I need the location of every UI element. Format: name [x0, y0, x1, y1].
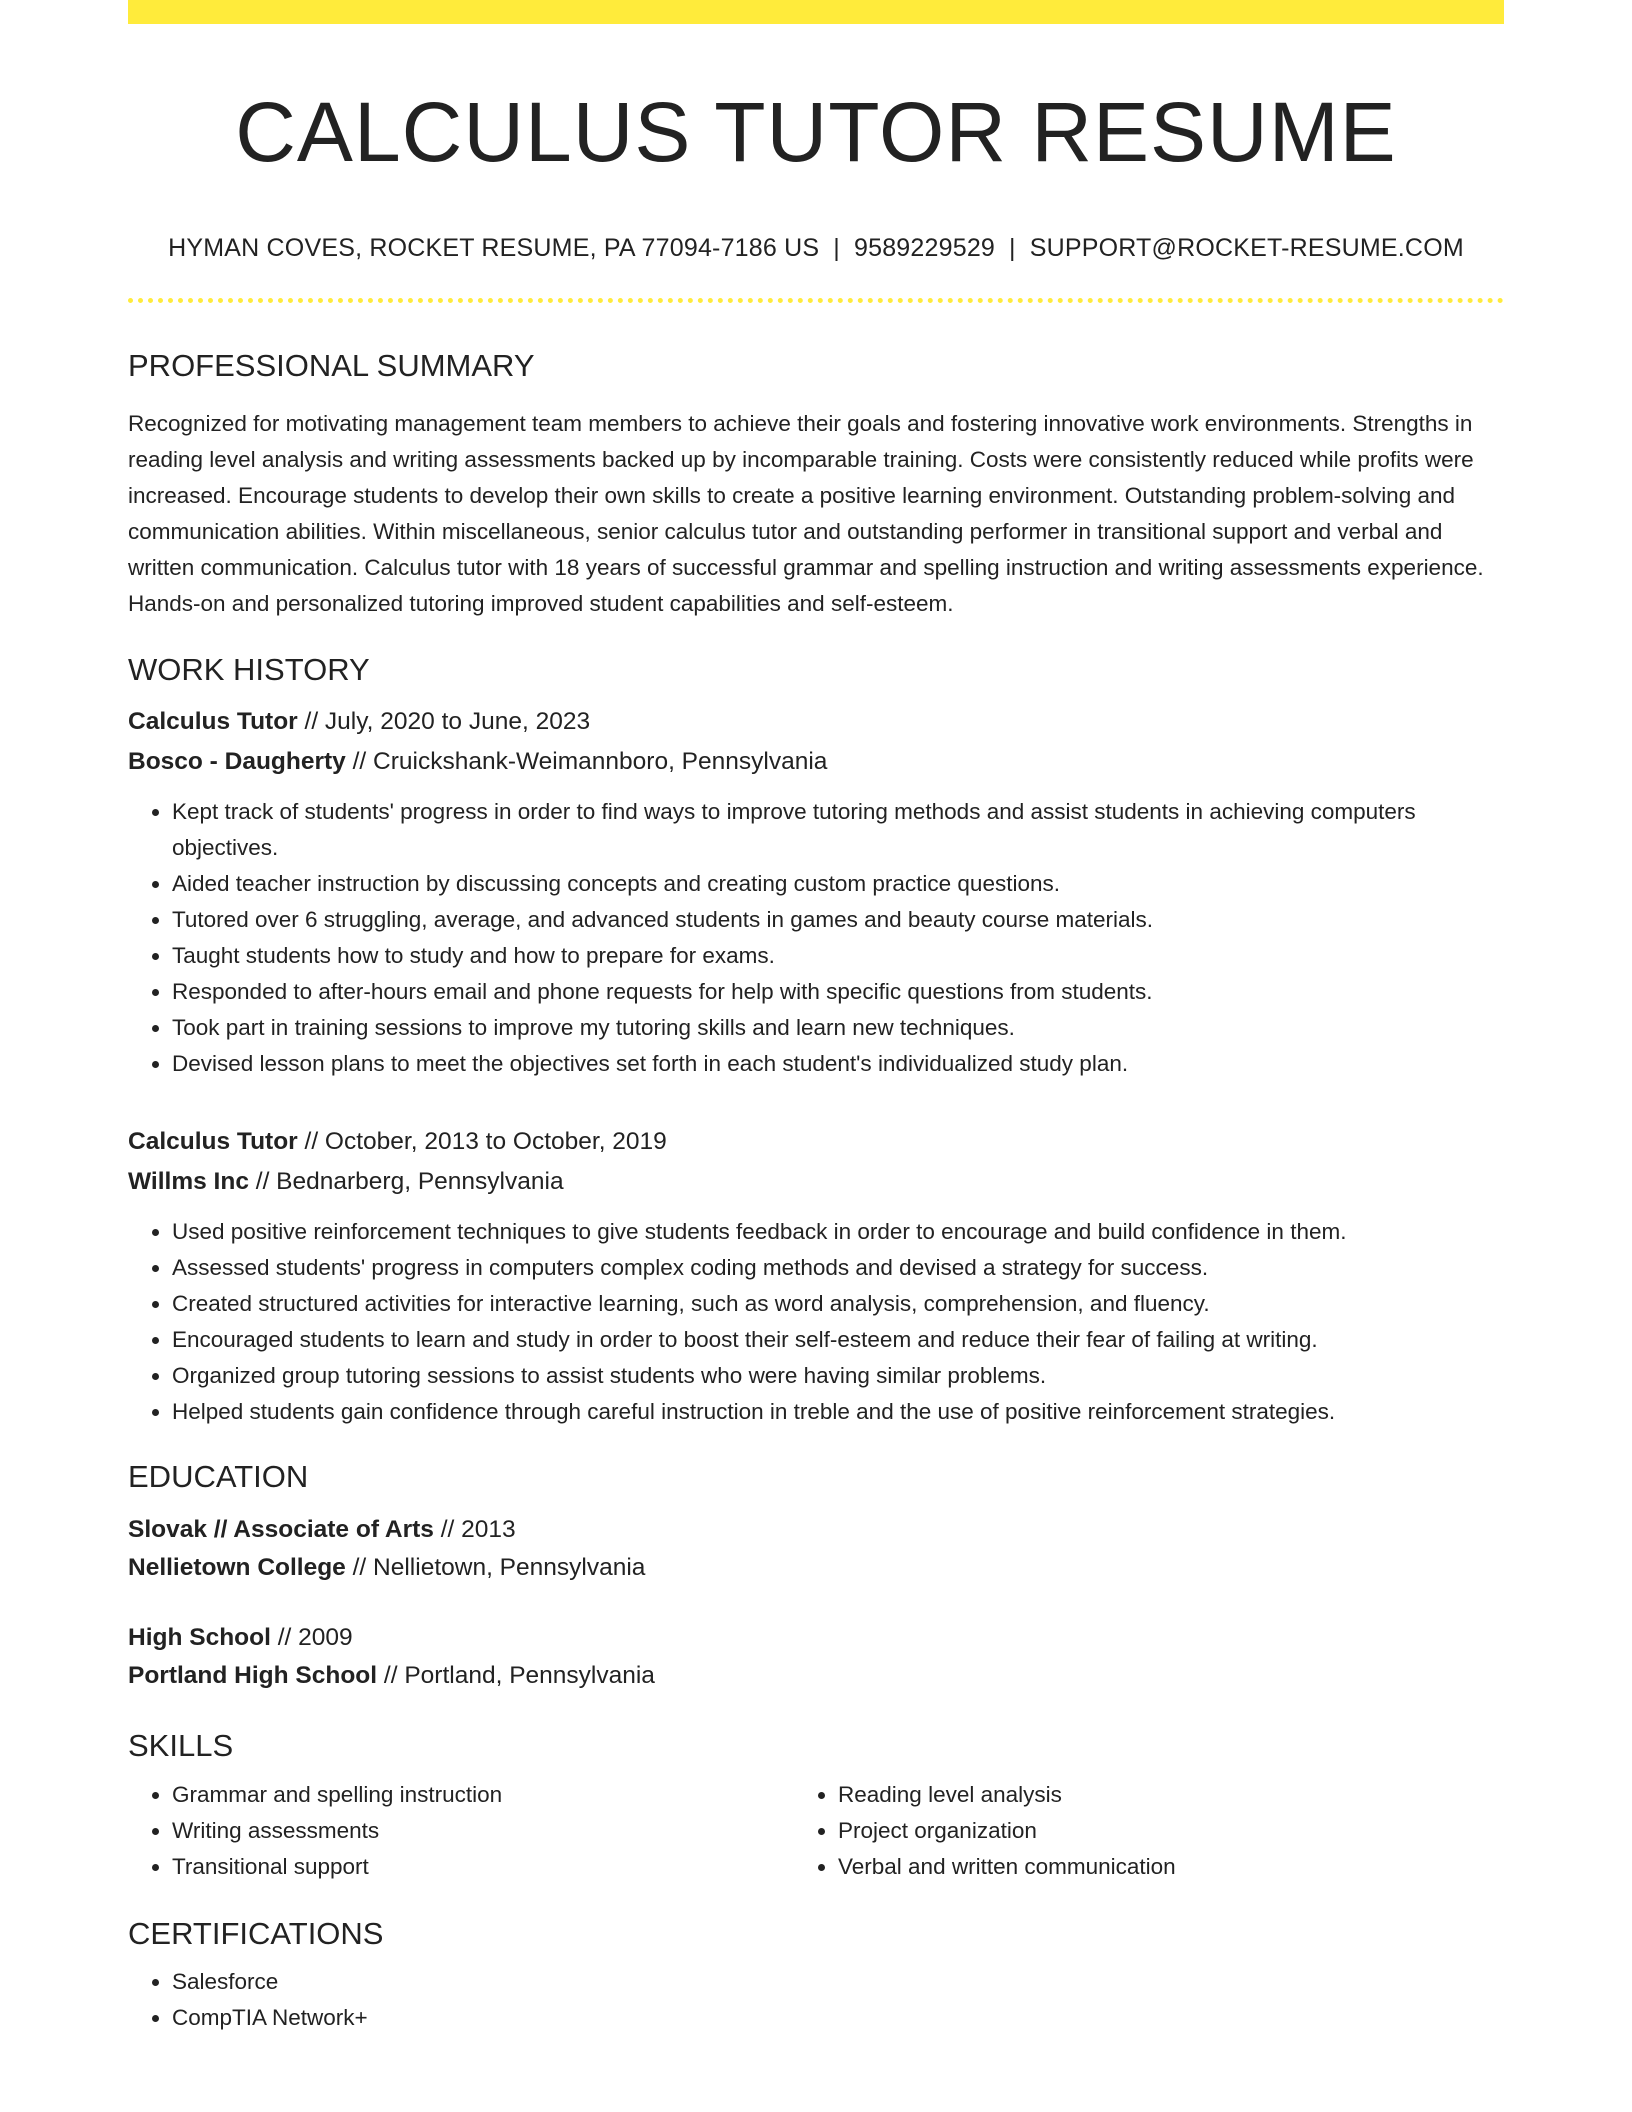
email: SUPPORT@ROCKET-RESUME.COM — [1029, 233, 1464, 262]
education-degree: Slovak // Associate of Arts — [128, 1516, 434, 1544]
job-bullet: • Aided teacher instruction by discussing concepts and creating custom practice questions. — [172, 866, 1504, 902]
resume-page — [128, 0, 1504, 2036]
skill-item: • Reading level analysis — [838, 1777, 1504, 1813]
contact-separator: | — [833, 233, 840, 262]
job-bullet: • Tutored over 6 struggling, average, and advanced students in games and beauty course materials. — [172, 902, 1504, 938]
skills-heading: SKILLS — [128, 1728, 234, 1764]
summary-text: Recognized for motivating management team members to achieve their goals and fostering innovative work environments. Strengths in reading level analysis and writing assessments backed up by incomparable training. Costs were consistently reduced while profits were increased. Encourage students to develop their own skills to create a positive learning environment. Outstanding problem-solving and communication abilities. Within miscellaneous, senior calculus tutor and outstanding performer in transitional support and verbal and written communication. Calculus tutor with 18 years of successful grammar and spelling instruction and writing assessments experience. Hands-on and personalized tutoring improved student capabilities and self-esteem. — [128, 410, 1484, 616]
skills-column-right — [794, 1777, 1504, 1885]
job-entry — [128, 702, 1504, 1082]
job-dates: // July, 2020 to June, 2023 — [297, 708, 591, 736]
skill-item: • Verbal and written communication — [838, 1849, 1504, 1885]
job-bullet: • Devised lesson plans to meet the objectives set forth in each student's individualized study plan. — [172, 1046, 1504, 1082]
job-bullet: • Kept track of students' progress in order to find ways to improve tutoring methods and assist students in achieving computers objectives. — [172, 794, 1504, 866]
skills-grid — [128, 1777, 1504, 1885]
education-school: Nellietown College — [128, 1554, 346, 1582]
job-title: Calculus Tutor — [128, 1128, 298, 1156]
job-location: // Bednarberg, Pennsylvania — [248, 1168, 564, 1196]
education-year: // 2009 — [270, 1624, 353, 1652]
job-bullet: • Used positive reinforcement techniques to give students feedback in order to encourage and build confidence in them. — [172, 1214, 1504, 1250]
phone: 9589229529 — [853, 233, 996, 262]
job-dates: // October, 2013 to October, 2019 — [297, 1128, 667, 1156]
job-company: Bosco - Daugherty — [128, 748, 346, 776]
certifications-list — [128, 1964, 1504, 2036]
job-bullet: • Assessed students' progress in computers complex coding methods and devised a strategy for success. — [172, 1250, 1504, 1286]
certification-item: • Salesforce — [172, 1964, 1504, 2000]
job-bullet: • Took part in training sessions to improve my tutoring skills and learn new techniques. — [172, 1010, 1504, 1046]
certifications-heading: CERTIFICATIONS — [128, 1915, 384, 1951]
job-company-line — [128, 1162, 1504, 1202]
education-degree-line — [128, 1619, 1504, 1657]
address: HYMAN COVES, ROCKET RESUME, PA 77094-7186 US — [168, 233, 820, 262]
dotted-divider — [128, 298, 1504, 303]
certification-item: • CompTIA Network+ — [172, 2000, 1504, 2036]
job-bullets — [128, 1214, 1504, 1430]
contact-line — [128, 233, 1504, 263]
skill-item: • Transitional support — [172, 1849, 838, 1885]
education-location: // Nellietown, Pennsylvania — [345, 1554, 646, 1582]
job-company: Willms Inc — [128, 1168, 249, 1196]
education-school: Portland High School — [128, 1662, 378, 1690]
education-entry — [128, 1511, 1504, 1587]
education-location: // Portland, Pennsylvania — [377, 1662, 655, 1690]
summary-heading: PROFESSIONAL SUMMARY — [128, 347, 535, 383]
job-title: Calculus Tutor — [128, 708, 298, 736]
education-degree: High School — [128, 1624, 271, 1652]
job-bullet: • Responded to after-hours email and phone requests for help with specific questions from students. — [172, 974, 1504, 1010]
skill-item: • Writing assessments — [172, 1813, 838, 1849]
skill-item: • Project organization — [838, 1813, 1504, 1849]
work-history-heading: WORK HISTORY — [128, 651, 370, 687]
education-year: // 2013 — [433, 1516, 516, 1544]
education-heading: EDUCATION — [128, 1459, 309, 1495]
job-location: // Cruickshank-Weimannboro, Pennsylvania — [345, 748, 828, 776]
contact-separator: | — [1009, 233, 1016, 262]
job-entry — [128, 1122, 1504, 1430]
job-bullet: • Created structured activities for interactive learning, such as word analysis, comprehension, and fluency. — [172, 1286, 1504, 1322]
education-school-line — [128, 1549, 1504, 1587]
skills-column-left — [128, 1777, 838, 1885]
skill-item: • Grammar and spelling instruction — [172, 1777, 838, 1813]
top-accent-bar — [128, 0, 1504, 24]
job-title-line — [128, 1122, 1504, 1162]
resume-title: CALCULUS TUTOR RESUME — [235, 85, 1397, 179]
job-company-line — [128, 742, 1504, 782]
education-degree-line — [128, 1511, 1504, 1549]
job-bullets — [128, 794, 1504, 1082]
job-bullet: • Taught students how to study and how to prepare for exams. — [172, 938, 1504, 974]
job-bullet: • Encouraged students to learn and study in order to boost their self-esteem and reduce their fear of failing at writing. — [172, 1322, 1504, 1358]
job-bullet: • Helped students gain confidence through careful instruction in treble and the use of positive reinforcement strategies. — [172, 1394, 1504, 1430]
job-title-line — [128, 702, 1504, 742]
education-school-line — [128, 1657, 1504, 1695]
job-bullet: • Organized group tutoring sessions to assist students who were having similar problems. — [172, 1358, 1504, 1394]
education-entry — [128, 1619, 1504, 1695]
